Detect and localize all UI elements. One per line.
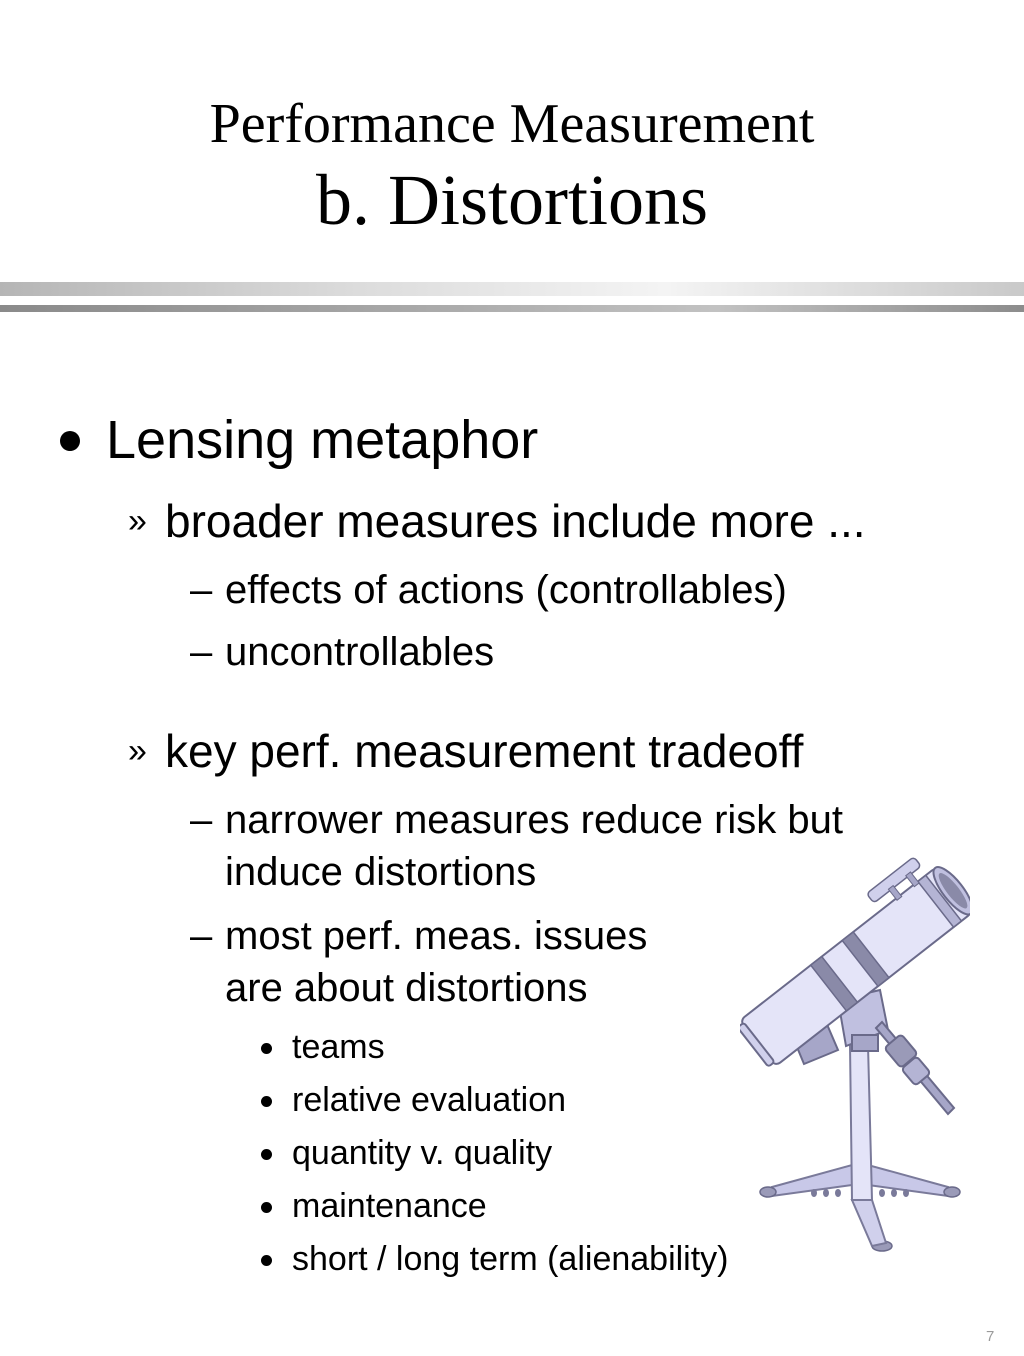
slide-title-line1: Performance Measurement — [209, 93, 815, 155]
bullet-dot — [261, 1202, 272, 1213]
example-quantity-quality: quantity v. quality — [292, 1134, 553, 1172]
item-most-issues-line1: most perf. meas. issues — [225, 914, 648, 958]
page-number: 7 — [986, 1328, 995, 1345]
slide-title — [0, 88, 1024, 240]
title-divider-dark — [0, 305, 1024, 312]
example-maintenance: maintenance — [292, 1187, 487, 1225]
telescope-icon — [740, 850, 970, 1255]
example-relative-evaluation: relative evaluation — [292, 1081, 567, 1119]
dash-marker: – — [190, 568, 213, 612]
bullet-main: Lensing metaphor — [106, 410, 539, 470]
dash-marker: – — [190, 798, 213, 842]
item-narrower-measures-line1: narrower measures reduce risk but — [225, 798, 844, 842]
sub-bullet-marker: » — [128, 732, 147, 770]
sub-bullet-marker: » — [128, 502, 147, 540]
item-effects-of-actions: effects of actions (controllables) — [225, 568, 787, 612]
item-narrower-measures-line2: induce distortions — [225, 850, 537, 894]
sub-bullet-broader: broader measures include more ... — [165, 495, 866, 547]
item-uncontrollables: uncontrollables — [225, 630, 495, 674]
bullet-dot — [261, 1096, 272, 1107]
item-most-issues-line2: are about distortions — [225, 966, 588, 1010]
title-divider-light — [0, 282, 1024, 296]
dash-marker: – — [190, 914, 213, 958]
bullet-dot — [60, 431, 80, 451]
bullet-dot — [261, 1255, 272, 1266]
example-teams: teams — [292, 1028, 385, 1066]
bullet-dot — [261, 1149, 272, 1160]
sub-bullet-tradeoff: key perf. measurement tradeoff — [165, 725, 804, 777]
bullet-dot — [261, 1043, 272, 1054]
slide-subtitle: b. Distortions — [315, 160, 709, 240]
dash-marker: – — [190, 630, 213, 674]
example-short-long-term: short / long term (alienability) — [292, 1240, 729, 1278]
